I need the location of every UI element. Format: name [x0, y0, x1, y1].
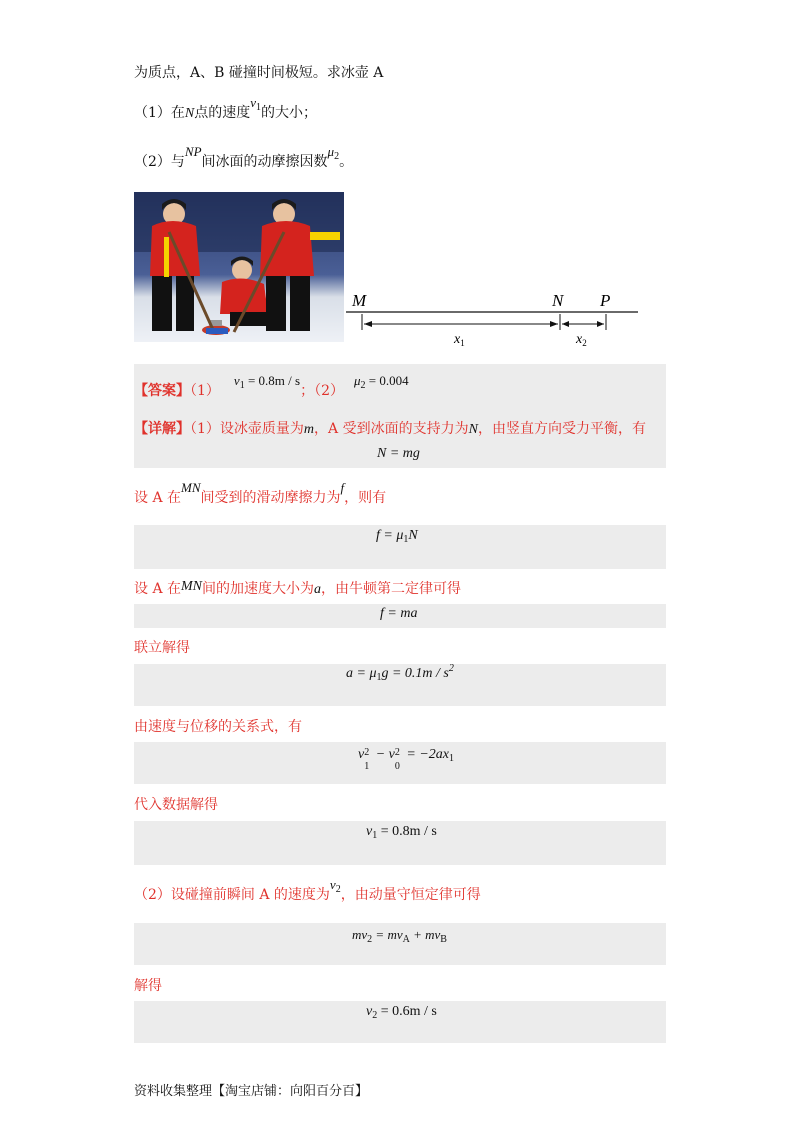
equation-7: $mv_2 = mv_A + mv_B$	[352, 927, 447, 945]
equation-6: $v_1 = 0.8m / s$	[366, 824, 437, 841]
explanation-line-6: 代入数据解得	[134, 797, 218, 813]
explanation-line-8: 解得	[134, 978, 162, 994]
label-M: M	[352, 291, 367, 310]
curling-photo	[134, 192, 344, 342]
explanation-line-2: 设 A 在MN间受到的滑动摩擦力为f，则有	[134, 480, 387, 506]
label-x1: $x_1$	[454, 332, 465, 348]
answer-line: 【答案】$(1)v_1 = 0.8m / s$；$(2)\mu_2 = 0.004$	[134, 373, 409, 399]
footer-text: 资料收集整理【淘宝店铺：向阳百分百】	[134, 1084, 369, 1099]
answer-v1: $v_1 = 0.8m / s$	[233, 373, 301, 391]
explanation-line-7: （2）设碰撞前瞬间 A 的速度为$v_2$，由动量守恒定律可得	[134, 877, 481, 903]
v2-symbol: $v_2$	[329, 877, 341, 895]
v1-symbol: $v_1$	[250, 95, 262, 113]
x2-arrow-left-head	[562, 321, 569, 327]
explanation-line-1: 【详解】（1）设冰壶质量为m，A 受到冰面的支持力为N，由竖直方向受力平衡，有	[134, 421, 646, 437]
explanation-line-4: 联立解得	[134, 640, 190, 656]
x2-arrow-right-head	[597, 321, 604, 327]
curling-photo-illustration	[134, 192, 344, 342]
label-x2: $x_2$	[576, 332, 587, 348]
x1-arrow-right-head	[550, 321, 558, 327]
problem-line-1: 为质点，A、B 碰撞时间极短。求冰壶 A	[134, 65, 384, 81]
equation-4: $a = \mu_1g = 0.1m / s^2$	[346, 663, 454, 683]
label-N: N	[552, 291, 564, 310]
equation-3: f = ma	[380, 606, 418, 621]
equation-8: $v_2 = 0.6m / s$	[366, 1004, 437, 1021]
equation-1: N = mg	[377, 446, 420, 461]
equation-5: v 2 1 − v 2 0 = $-2ax_1$	[358, 747, 454, 772]
equation-2: $f = \mu_1N$	[376, 528, 418, 545]
question-2: （2）与NP间冰面的动摩擦因数$\mu_2$。	[134, 144, 354, 170]
mu2-symbol: $\mu_2$	[327, 144, 340, 162]
label-P: P	[600, 291, 611, 310]
explanation-line-3: 设 A 在MN间的加速度大小为a，由牛顿第二定律可得	[134, 579, 462, 597]
explanation-line-5: 由速度与位移的关系式，有	[134, 719, 302, 735]
question-1: （1）在N点的速度$v_1$的大小；	[134, 95, 318, 121]
x1-arrow-left-head	[364, 321, 372, 327]
motion-diagram	[344, 288, 644, 348]
answer-mu2: $\mu_2 = 0.004$	[354, 373, 409, 391]
